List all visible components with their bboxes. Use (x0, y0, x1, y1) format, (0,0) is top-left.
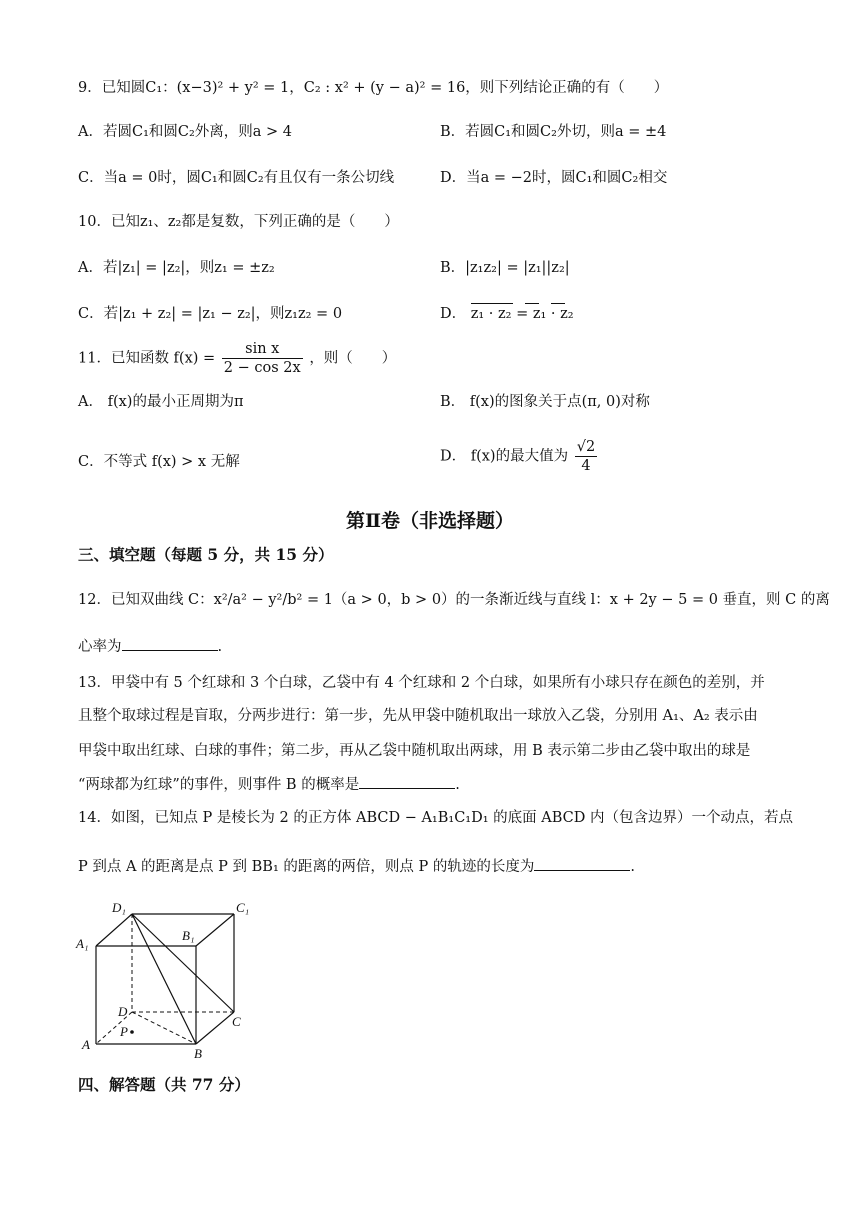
q10-option-d-expr: z₁ · z₂ = z₁ · z₂ (471, 304, 574, 324)
q12-line1: 12．已知双曲线 C：x²/a² − y²/b² = 1（a > 0，b > 0）的一条渐近线与直线 l：x + 2y − 5 = 0 垂直，则 C 的离 (78, 592, 830, 608)
label-a1: A₁ (76, 936, 89, 951)
answer-blank[interactable] (534, 856, 630, 871)
q9-option-b: B．若圆C₁和圆C₂外切，则a = ±4 (440, 124, 667, 140)
answer-blank[interactable] (359, 774, 455, 789)
q9-stem: 9．已知圆C₁：(x−3)² + y² = 1，C₂ : x² + (y − a)² = 16，则下列结论正确的有（ ） (78, 80, 669, 96)
answer-blank[interactable] (122, 636, 218, 651)
conjugate-bar (551, 303, 565, 304)
q13-line1: 13．甲袋中有 5 个红球和 3 个白球，乙袋中有 4 个红球和 2 个白球，如果所有小球只存在颜色的差别，并 (78, 675, 765, 691)
conjugate-bar (471, 303, 513, 304)
q10-option-b: B．|z₁z₂| = |z₁||z₂| (440, 260, 570, 276)
hidden-edge-db (132, 1012, 196, 1044)
label-c1: C₁ (236, 900, 250, 915)
label-d: D (118, 1004, 128, 1019)
label-b: B (194, 1046, 202, 1061)
section-title: 第Ⅱ卷（非选择题） (345, 510, 514, 532)
q11-d-fraction: $\frac{√2}{4}$ (576, 439, 596, 474)
edge-bc (196, 1012, 234, 1044)
q10-stem: 10．已知z₁、z₂都是复数，下列正确的是（ ） (78, 214, 399, 230)
point-p-dot (130, 1030, 134, 1034)
label-p: P (120, 1024, 128, 1039)
q13-line2: 且整个取球过程是盲取，分两步进行：第一步，先从甲袋中随机取出一球放入乙袋，分别用 A₁、A₂ 表示由 (78, 708, 758, 724)
q14-line2: P 到点 A 的距离是点 P 到 BB₁ 的距离的两倍，则点 P 的轨迹的长度为 . (78, 856, 635, 877)
q14-line1: 14．如图，已知点 P 是棱长为 2 的正方体 ABCD − A₁B₁C₁D₁ 的底面 ABCD 内（包含边界）一个动点，若点 (78, 810, 793, 826)
conjugate-bar (525, 303, 539, 304)
q13-line3: 甲袋中取出红球、白球的事件；第二步，再从乙袋中随机取出两球，用 B 表示第二步由乙袋中取出的球是 (78, 743, 751, 759)
q11-fraction: $\frac{\text{sin x}}{2 - \cos 2x}$ (223, 341, 301, 376)
q9-option-c: C．当a = 0时，圆C₁和圆C₂有且仅有一条公切线 (78, 170, 395, 186)
label-b1: B₁ (182, 928, 195, 943)
q10-option-c: C．若|z₁ + z₂| = |z₁ − z₂|，则z₁z₂ = 0 (78, 306, 343, 322)
label-a: A (82, 1037, 90, 1052)
q11-option-b: B． f(x)的图象关于点(π, 0)对称 (440, 394, 650, 410)
label-d1: D₁ (112, 900, 126, 915)
q11-option-d: D． f(x)的最大值为 $\frac{√2}{4}$ (440, 439, 596, 474)
q11-option-c: C．不等式 f(x) > x 无解 (78, 454, 240, 470)
q13-line4: “两球都为红球”的事件，则事件 B 的概率是 . (78, 774, 460, 795)
label-c: C (232, 1014, 241, 1029)
q10-option-a: A．若|z₁| = |z₂|，则z₁ = ±z₂ (78, 260, 275, 276)
q11-stem: 11．已知函数 f(x) = $\frac{\text{sin x}}{2 - \cos 2x}$ ，则（ ） (78, 341, 397, 376)
fill-blank-heading: 三、填空题（每题 5 分，共 15 分） (78, 545, 334, 564)
cube-figure (74, 896, 264, 1064)
q10-option-d (440, 304, 574, 324)
q9-option-a: A．若圆C₁和圆C₂外离，则a > 4 (78, 124, 293, 140)
answer-section-heading: 四、解答题（共 77 分） (78, 1075, 250, 1094)
q12-line2: 心率为 . (78, 636, 222, 657)
edge-b1c1 (196, 914, 234, 946)
q9-option-d: D．当a = −2时，圆C₁和圆C₂相交 (440, 170, 668, 186)
q11-option-a: A． f(x)的最小正周期为π (78, 394, 244, 410)
q10-option-d-label: D． (440, 306, 467, 322)
edge-a1d1 (96, 914, 132, 946)
